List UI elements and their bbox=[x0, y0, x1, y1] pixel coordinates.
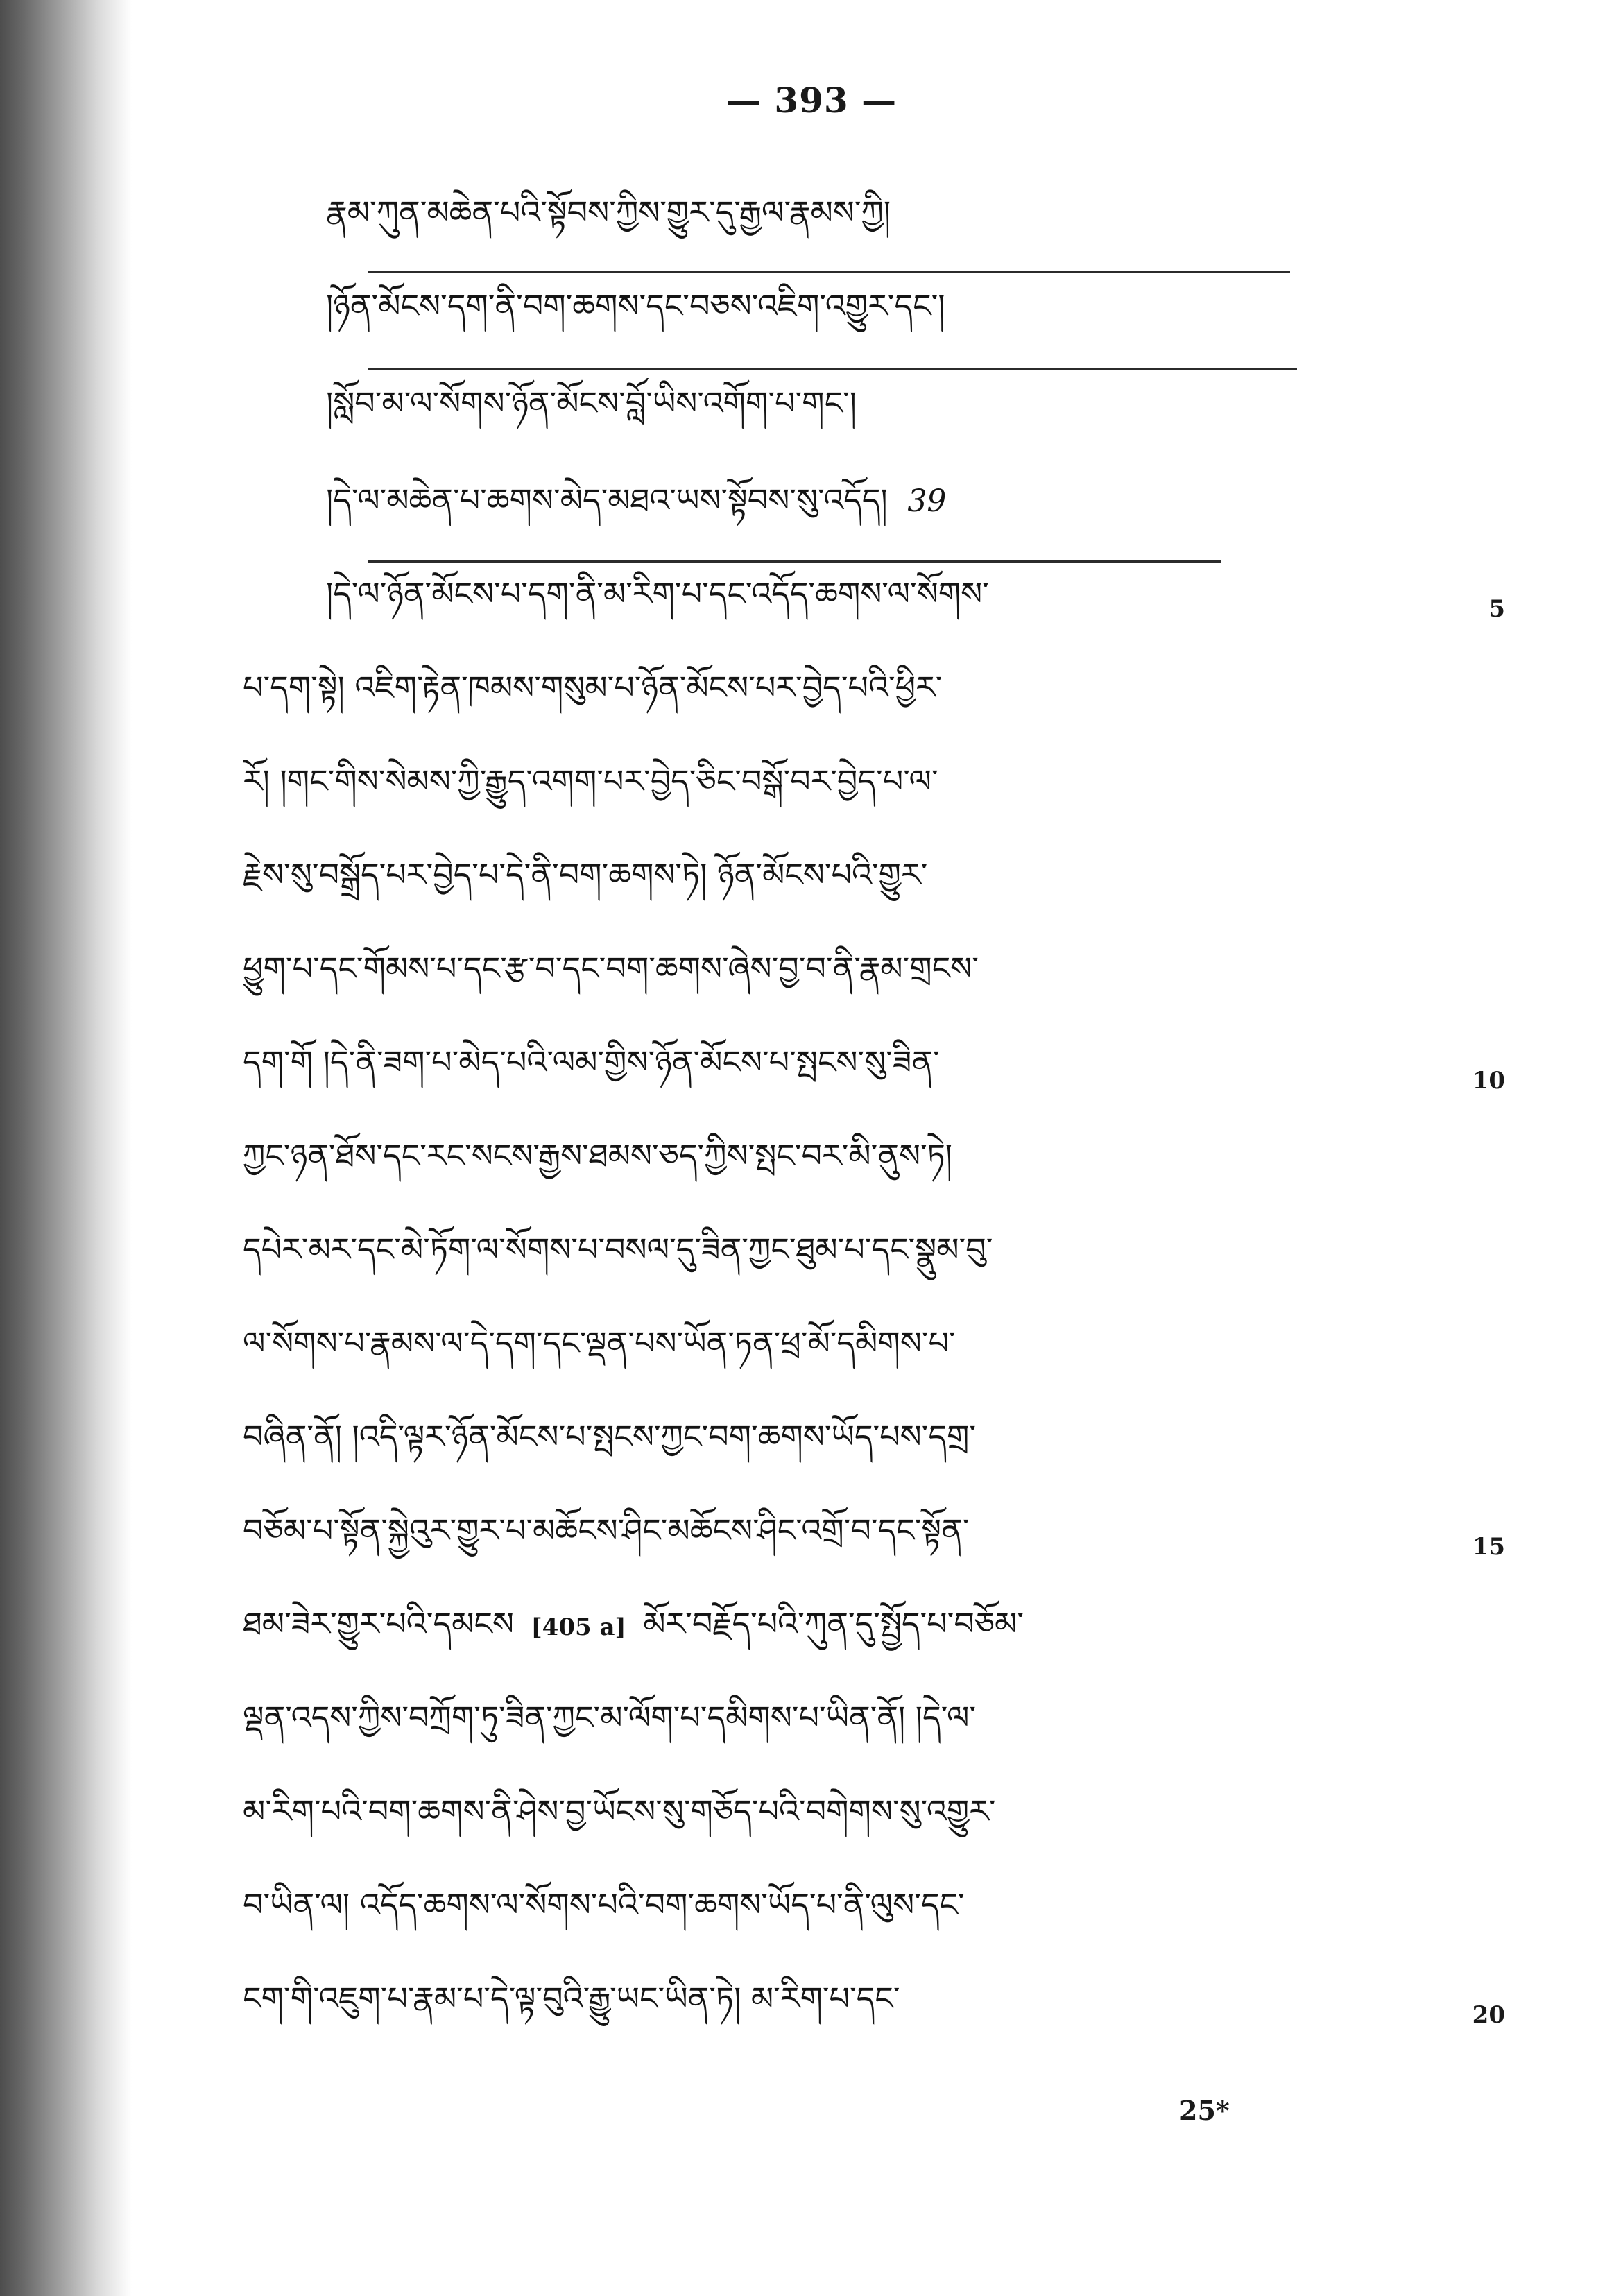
verse-underline bbox=[368, 368, 1297, 370]
scan-gutter-shadow bbox=[0, 0, 132, 2296]
prose-line bbox=[243, 1131, 1463, 1207]
verse-line-4 bbox=[326, 475, 1366, 551]
folio-reference: [405 a] bbox=[531, 1613, 626, 1641]
prose-line bbox=[243, 1224, 1463, 1301]
line-number: 20 bbox=[1472, 2001, 1505, 2029]
prose-text: བ་ཡིན་ལ། འདོད་ཆགས་ལ་སོགས་པའི་བག་ཆགས་ཡོད་པ་ནི་ལུས་དང་ bbox=[243, 1886, 965, 1924]
prose-line bbox=[243, 1693, 1463, 1769]
verse-underline bbox=[368, 560, 1221, 563]
verse-number: 39 bbox=[907, 483, 947, 519]
prose-text: དག་གོ །དེ་ནི་ཟག་པ་མེད་པའི་ལམ་གྱིས་ཉོན་མོངས་པ་སྤངས་སུ་ཟིན་ bbox=[243, 1043, 940, 1081]
line-number: 5 bbox=[1488, 595, 1505, 623]
verse-text: །སློབ་མ་ལ་སོགས་ཉོན་མོངས་བློ་ཡིས་འགོག་པ་གང་། bbox=[326, 384, 857, 422]
prose-line bbox=[243, 662, 1463, 739]
prose-line bbox=[243, 850, 1463, 926]
prose-text: ཀྱང་ཉན་ཐོས་དང་རང་སངས་རྒྱས་ཐམས་ཅད་ཀྱིས་སྤང་བར་མི་ནུས་ཏེ། bbox=[243, 1137, 952, 1174]
prose-line bbox=[243, 1973, 1463, 2050]
prose-line bbox=[243, 1412, 1463, 1488]
prose-line bbox=[243, 1599, 1463, 1675]
prose-text: མ་རིག་པའི་བག་ཆགས་ནི་ཤེས་བྱ་ཡོངས་སུ་གཅོད་པའི་བགེགས་སུ་འགྱུར་ bbox=[243, 1792, 996, 1830]
prose-text: བཞིན་ནོ། །འདི་ལྟར་ཉོན་མོངས་པ་སྤངས་ཀྱང་བག་ཆགས་ཡོད་པས་དགྲ་ bbox=[243, 1418, 977, 1455]
prose-text: དཔེར་མར་དང་མེ་ཏོག་ལ་སོགས་པ་བསལ་དུ་ཟིན་ཀྱང་ཐུམ་པ་དང་སྣུམ་བུ་ bbox=[243, 1231, 993, 1268]
prose-text: རྗེས་སུ་བསྒྲོད་པར་བྱེད་པ་དེ་ནི་བག་ཆགས་ཏེ། ཉོན་མོངས་པའི་གྱུར་ bbox=[243, 856, 928, 893]
prose-text: ཐམ་ཟེར་གྱུར་པའི་དམངས bbox=[243, 1605, 514, 1643]
line-number: 10 bbox=[1472, 1067, 1505, 1095]
verse-line-2 bbox=[326, 281, 1366, 357]
prose-text: པ་དག་སྟེ། འཇིག་རྟེན་ཁམས་གསུམ་པ་ཉོན་མོངས་པར་བྱེད་པའི་ཕྱིར་ bbox=[243, 669, 943, 706]
prose-line bbox=[243, 1037, 1463, 1113]
prose-line bbox=[243, 1880, 1463, 1956]
verse-text: རྣམ་ཀུན་མཆེན་པའི་སྟོབས་ཀྱིས་གྱུར་དུ་རྒྱལ་རྣམས་ཀྱི། bbox=[326, 194, 891, 231]
prose-text: །དེ་ལ་ཉོན་མོངས་པ་དག་ནི་མ་རིག་པ་དང་འདོད་ཆགས་ལ་སོགས་ bbox=[326, 575, 989, 612]
line-number: 15 bbox=[1472, 1533, 1505, 1561]
prose-text: ལ་སོགས་པ་རྣམས་ལ་དེ་དག་དང་ལྡན་པས་ཡོན་ཏན་ཕྲ་མོ་དམིགས་པ་ bbox=[243, 1324, 956, 1362]
verse-underline bbox=[368, 271, 1290, 273]
verse-text: །དེ་ལ་མཆེན་པ་ཆགས་མེད་མཐའ་ཡས་སྟོབས་སུ་འདོད། bbox=[326, 481, 888, 519]
prose-text: བཅོམ་པ་སྟོན་སྐྱེའུར་གྱུར་པ་མཆོངས་ཤིང་མཆོངས་ཤིང་འགྲོ་བ་དང་སྟོན་ bbox=[243, 1511, 970, 1549]
prose-line bbox=[243, 1786, 1463, 1862]
verse-text: །ཉོན་མོངས་དག་ནི་བག་ཆགས་དང་བཅས་འཇིག་འགྱུར་དང་། bbox=[326, 287, 945, 325]
prose-text: ངག་གི་འཇུག་པ་རྣམ་པ་དེ་ལྟ་བུའི་རྒྱུ་ཡང་ཡིན་ཏེ། མ་རིག་པ་དང་ bbox=[243, 1980, 900, 2017]
prose-text: ཕྱུག་པ་དང་གོམས་པ་དང་རྩ་བ་དང་བག་ཆགས་ཞེས་བྱ་བ་ནི་རྣམ་གྲངས་ bbox=[243, 950, 979, 987]
prose-line bbox=[243, 943, 1463, 1020]
prose-text: མོར་བརྗོད་པའི་ཀུན་དུ་སྤྱོད་པ་བཅོམ་ bbox=[643, 1605, 1024, 1643]
page-number: — 393 — bbox=[725, 80, 898, 121]
verse-line-3 bbox=[326, 378, 1366, 454]
prose-text: ལྡན་འདས་ཀྱིས་བཀྲོག་ཏུ་ཟིན་ཀྱང་མ་ལོག་པ་དམིགས་པ་ཡིན་ནོ། །དེ་ལ་ bbox=[243, 1699, 977, 1736]
prose-line bbox=[326, 569, 1463, 645]
prose-line bbox=[243, 756, 1463, 832]
verse-line-1 bbox=[326, 187, 1366, 264]
prose-text: རོ། །གང་གིས་སེམས་ཀྱི་རྒྱུད་འགག་པར་བྱེད་ཅིང་བསྒོ་བར་བྱེད་པ་ལ་ bbox=[243, 762, 938, 800]
signature-mark: 25* bbox=[1179, 2095, 1230, 2126]
prose-line bbox=[243, 1318, 1463, 1394]
prose-line bbox=[243, 1505, 1463, 1582]
